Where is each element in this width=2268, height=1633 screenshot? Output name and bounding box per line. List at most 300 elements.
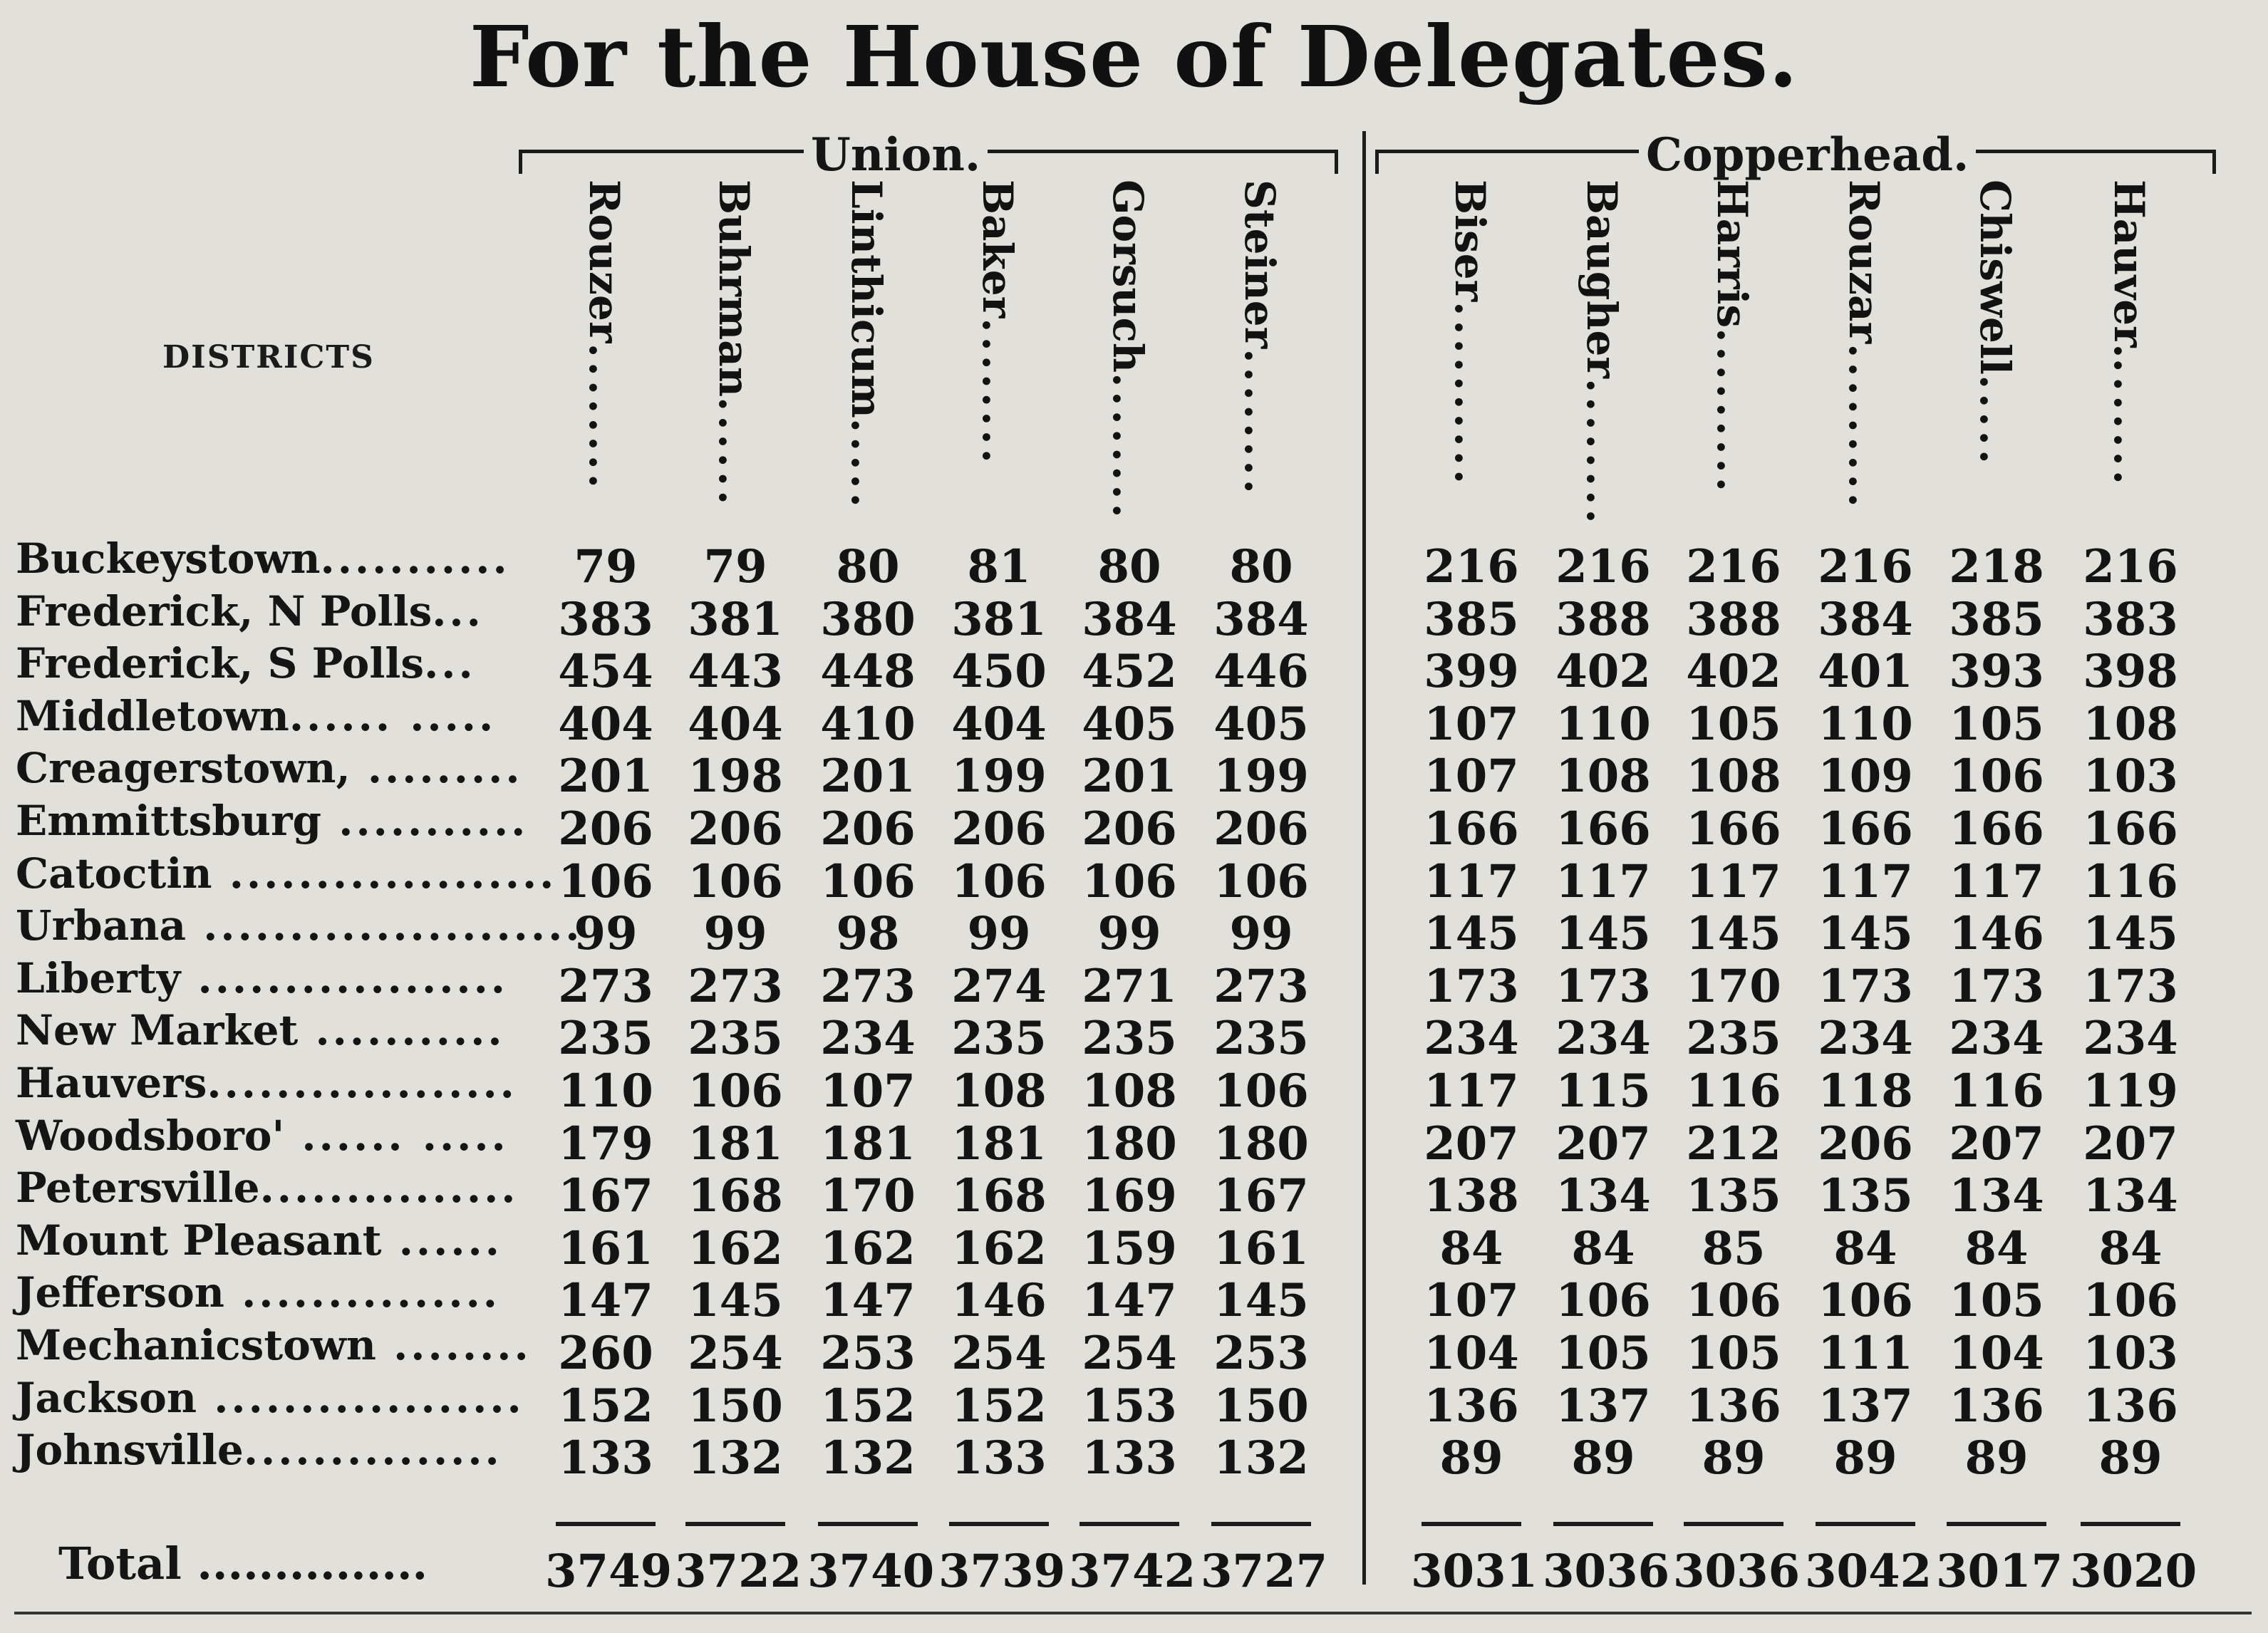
vote-cell: 161 — [1213, 1221, 1309, 1275]
vote-cell: 180 — [1082, 1116, 1177, 1171]
total-rule — [1684, 1522, 1783, 1526]
vote-cell: 454 — [558, 645, 653, 699]
total-cell: 3036 — [1543, 1545, 1670, 1598]
vote-cell: 385 — [1424, 592, 1519, 646]
total-cell: 3020 — [2070, 1545, 2197, 1598]
total-rule — [1553, 1522, 1653, 1526]
vote-cell: 206 — [951, 802, 1047, 856]
vote-cell: 201 — [1082, 750, 1177, 804]
total-cell: 3739 — [938, 1545, 1066, 1598]
vote-cell: 84 — [1439, 1221, 1503, 1275]
vote-cell: 384 — [1818, 592, 1913, 646]
vote-cell: 166 — [1686, 802, 1781, 856]
vote-cell: 253 — [1213, 1327, 1309, 1380]
vote-cell: 173 — [1949, 959, 2044, 1013]
vote-cell: 235 — [951, 1012, 1047, 1066]
candidate-header — [1971, 180, 2019, 564]
vote-cell: 383 — [558, 592, 653, 646]
district-name: Buckeystown........... — [16, 534, 510, 583]
copperhead-party-label: Copperhead. — [1639, 128, 1976, 182]
vote-cell: 152 — [820, 1379, 916, 1433]
vote-cell: 401 — [1818, 645, 1913, 699]
candidate-header — [1578, 180, 1626, 564]
candidate-name: Biser — [1446, 180, 1494, 302]
candidate-leader-dots: ......... — [1840, 343, 1888, 512]
total-cell: 3017 — [1936, 1545, 2064, 1598]
vote-cell: 404 — [558, 697, 653, 751]
vote-cell: 108 — [951, 1064, 1047, 1118]
total-cell: 3042 — [1805, 1545, 1932, 1598]
vote-cell: 166 — [2083, 802, 2178, 856]
vote-cell: 106 — [820, 854, 916, 908]
vote-cell: 106 — [951, 854, 1047, 908]
candidate-leader-dots: .......... — [1446, 301, 1494, 489]
vote-cell: 201 — [558, 750, 653, 804]
vote-cell: 166 — [1555, 802, 1651, 856]
vote-cell: 384 — [1082, 592, 1177, 646]
vote-cell: 133 — [951, 1431, 1047, 1486]
vote-cell: 199 — [951, 750, 1047, 804]
vote-cell: 179 — [558, 1116, 653, 1171]
vote-cell: 206 — [1213, 802, 1309, 856]
vote-cell: 234 — [2083, 1012, 2178, 1066]
vote-cell: 152 — [951, 1379, 1047, 1433]
vote-cell: 117 — [1818, 854, 1913, 908]
vote-cell: 446 — [1213, 645, 1309, 699]
vote-cell: 385 — [1949, 592, 2044, 646]
total-rule — [1422, 1522, 1521, 1526]
vote-cell: 106 — [1213, 854, 1309, 908]
vote-cell: 134 — [1555, 1169, 1651, 1223]
vote-cell: 106 — [688, 854, 783, 908]
vote-cell: 206 — [1818, 1116, 1913, 1171]
vote-cell: 384 — [1213, 592, 1309, 646]
vote-cell: 153 — [1082, 1379, 1177, 1433]
vote-cell: 173 — [1818, 959, 1913, 1013]
vote-cell: 110 — [1555, 697, 1651, 751]
vote-cell: 137 — [1555, 1379, 1651, 1433]
total-rule — [1947, 1522, 2046, 1526]
vote-cell: 119 — [2083, 1064, 2178, 1118]
vote-cell: 105 — [1949, 697, 2044, 751]
vote-cell: 84 — [1571, 1221, 1635, 1275]
vote-cell: 198 — [688, 750, 783, 804]
vote-cell: 99 — [703, 907, 767, 961]
vote-cell: 405 — [1082, 697, 1177, 751]
total-rule — [2081, 1522, 2180, 1526]
vote-cell: 118 — [1818, 1064, 1913, 1118]
vote-cell: 254 — [688, 1327, 783, 1380]
candidate-name: Gorsuch — [1104, 180, 1152, 373]
vote-cell: 180 — [1213, 1116, 1309, 1171]
vote-cell: 108 — [1555, 750, 1651, 804]
vote-cell: 207 — [1949, 1116, 2044, 1171]
vote-cell: 99 — [1097, 907, 1161, 961]
vote-cell: 117 — [1424, 854, 1519, 908]
vote-cell: 105 — [1686, 1327, 1781, 1380]
vote-cell: 145 — [1686, 907, 1781, 961]
district-name: Mechanicstown ........ — [16, 1321, 532, 1369]
district-name: Woodsboro' ...... ..... — [16, 1111, 509, 1160]
party-separator — [1362, 131, 1366, 1585]
candidate-header — [1236, 180, 1284, 564]
vote-cell: 405 — [1213, 697, 1309, 751]
vote-cell: 271 — [1082, 959, 1177, 1013]
district-name: Catoctin ................... — [16, 849, 557, 898]
vote-cell: 199 — [1213, 750, 1309, 804]
vote-cell: 135 — [1686, 1169, 1781, 1223]
vote-cell: 80 — [836, 540, 900, 593]
vote-cell: 207 — [1424, 1116, 1519, 1171]
vote-cell: 216 — [1555, 540, 1651, 593]
copperhead-brace — [1375, 128, 2216, 182]
candidate-name: Hauver. — [2105, 180, 2153, 358]
candidate-name: Harris — [1708, 180, 1756, 328]
vote-cell: 105 — [1949, 1274, 2044, 1328]
vote-cell: 106 — [2083, 1274, 2178, 1328]
candidate-name: Baker — [973, 180, 1022, 318]
union-brace — [519, 128, 1338, 182]
vote-cell: 108 — [2083, 697, 2178, 751]
vote-cell: 168 — [951, 1169, 1047, 1223]
vote-cell: 106 — [1555, 1274, 1651, 1328]
district-name: Liberty .................. — [16, 953, 508, 1002]
vote-cell: 117 — [1949, 854, 2044, 908]
vote-cell: 81 — [967, 540, 1031, 593]
vote-cell: 161 — [558, 1221, 653, 1275]
vote-cell: 134 — [2083, 1169, 2178, 1223]
vote-cell: 181 — [951, 1116, 1047, 1171]
vote-cell: 132 — [1213, 1431, 1309, 1486]
candidate-header — [580, 180, 628, 564]
vote-cell: 89 — [1833, 1431, 1897, 1486]
total-cell: 3722 — [675, 1545, 802, 1598]
vote-cell: 111 — [1818, 1327, 1913, 1380]
vote-cell: 116 — [1949, 1064, 2044, 1118]
district-name: Jackson .................. — [16, 1373, 524, 1422]
district-name: New Market ........... — [16, 1006, 505, 1055]
total-label: Total ............... — [58, 1538, 428, 1590]
vote-cell: 106 — [688, 1064, 783, 1118]
bottom-rule — [14, 1612, 2252, 1614]
vote-cell: 110 — [1818, 697, 1913, 751]
page-title: For the House of Delegates. — [469, 7, 1799, 106]
vote-cell: 107 — [1424, 697, 1519, 751]
vote-cell: 234 — [820, 1012, 916, 1066]
vote-cell: 388 — [1555, 592, 1651, 646]
vote-cell: 145 — [1213, 1274, 1309, 1328]
vote-cell: 152 — [558, 1379, 653, 1433]
vote-cell: 80 — [1097, 540, 1161, 593]
vote-cell: 104 — [1424, 1327, 1519, 1380]
candidate-header — [1104, 180, 1152, 564]
vote-cell: 85 — [1702, 1221, 1766, 1275]
vote-cell: 145 — [2083, 907, 2178, 961]
total-cell: 3036 — [1673, 1545, 1801, 1598]
vote-cell: 147 — [558, 1274, 653, 1328]
district-name: Frederick, S Polls... — [16, 639, 476, 688]
vote-cell: 104 — [1949, 1327, 2044, 1380]
vote-cell: 162 — [951, 1221, 1047, 1275]
vote-cell: 146 — [951, 1274, 1047, 1328]
vote-cell: 167 — [1213, 1169, 1309, 1223]
vote-cell: 150 — [688, 1379, 783, 1433]
vote-cell: 206 — [688, 802, 783, 856]
vote-cell: 103 — [2083, 750, 2178, 804]
total-cell: 3749 — [545, 1545, 673, 1598]
total-rule — [1211, 1522, 1311, 1526]
vote-cell: 99 — [574, 907, 638, 961]
vote-cell: 107 — [820, 1064, 916, 1118]
vote-cell: 452 — [1082, 645, 1177, 699]
vote-cell: 443 — [688, 645, 783, 699]
vote-cell: 116 — [2083, 854, 2178, 908]
candidate-leader-dots: ........ — [1236, 348, 1284, 498]
candidate-name: Baugher — [1578, 180, 1626, 378]
candidate-header — [1840, 180, 1888, 564]
vote-cell: 136 — [2083, 1379, 2178, 1433]
candidate-header — [842, 180, 891, 564]
vote-cell: 135 — [1818, 1169, 1913, 1223]
candidate-leader-dots: ...... — [710, 397, 758, 509]
vote-cell: 117 — [1424, 1064, 1519, 1118]
total-rule — [1079, 1522, 1179, 1526]
district-name: Jefferson ............... — [16, 1268, 500, 1317]
vote-cell: 162 — [688, 1221, 783, 1275]
vote-cell: 216 — [1686, 540, 1781, 593]
district-name: Frederick, N Polls... — [16, 586, 484, 636]
vote-cell: 218 — [1949, 540, 2044, 593]
vote-cell: 108 — [1686, 750, 1781, 804]
vote-cell: 166 — [1949, 802, 2044, 856]
vote-cell: 207 — [2083, 1116, 2178, 1171]
vote-cell: 99 — [967, 907, 1031, 961]
vote-cell: 89 — [2098, 1431, 2163, 1486]
vote-cell: 206 — [820, 802, 916, 856]
vote-cell: 206 — [558, 802, 653, 856]
vote-cell: 84 — [1833, 1221, 1897, 1275]
vote-cell: 106 — [1082, 854, 1177, 908]
vote-cell: 132 — [820, 1431, 916, 1486]
vote-cell: 89 — [1702, 1431, 1766, 1486]
vote-cell: 168 — [688, 1169, 783, 1223]
vote-cell: 381 — [688, 592, 783, 646]
vote-cell: 173 — [1555, 959, 1651, 1013]
vote-cell: 147 — [820, 1274, 916, 1328]
candidate-name: Steiner — [1236, 180, 1284, 349]
vote-cell: 167 — [558, 1169, 653, 1223]
candidate-name: Rouzar — [1840, 180, 1888, 344]
vote-cell: 105 — [1555, 1327, 1651, 1380]
vote-cell: 207 — [1555, 1116, 1651, 1171]
vote-cell: 448 — [820, 645, 916, 699]
vote-cell: 107 — [1424, 1274, 1519, 1328]
vote-cell: 234 — [1424, 1012, 1519, 1066]
vote-cell: 159 — [1082, 1221, 1177, 1275]
vote-cell: 133 — [558, 1431, 653, 1486]
candidate-leader-dots: ......... — [1708, 328, 1756, 496]
candidate-leader-dots: ........ — [1104, 373, 1152, 522]
vote-cell: 106 — [1818, 1274, 1913, 1328]
vote-cell: 273 — [558, 959, 653, 1013]
vote-cell: 89 — [1439, 1431, 1503, 1486]
district-name: Petersville............... — [16, 1163, 519, 1213]
candidate-name: Linthicum — [842, 180, 891, 418]
vote-cell: 181 — [820, 1116, 916, 1171]
vote-cell: 254 — [951, 1327, 1047, 1380]
vote-cell: 173 — [1424, 959, 1519, 1013]
vote-cell: 402 — [1555, 645, 1651, 699]
candidate-leader-dots: ..... — [1971, 374, 2019, 468]
vote-cell: 103 — [2083, 1327, 2178, 1380]
vote-cell: 216 — [1424, 540, 1519, 593]
vote-cell: 109 — [1818, 750, 1913, 804]
vote-cell: 145 — [688, 1274, 783, 1328]
vote-cell: 106 — [1686, 1274, 1781, 1328]
vote-cell: 274 — [951, 959, 1047, 1013]
total-cell: 3740 — [807, 1545, 935, 1598]
total-rule — [556, 1522, 656, 1526]
candidate-header — [710, 180, 758, 564]
candidate-header — [1446, 180, 1494, 564]
vote-cell: 234 — [1949, 1012, 2044, 1066]
district-name: Urbana ...................... — [16, 901, 583, 950]
vote-cell: 80 — [1229, 540, 1293, 593]
vote-cell: 99 — [1229, 907, 1293, 961]
candidate-name: Buhrman — [710, 180, 758, 398]
district-name: Johnsville............... — [16, 1426, 502, 1475]
vote-cell: 145 — [1818, 907, 1913, 961]
districts-header: DISTRICTS — [162, 339, 375, 375]
vote-cell: 98 — [836, 907, 900, 961]
vote-cell: 166 — [1424, 802, 1519, 856]
vote-cell: 254 — [1082, 1327, 1177, 1380]
vote-cell: 84 — [1964, 1221, 2029, 1275]
vote-cell: 216 — [2083, 540, 2178, 593]
vote-cell: 79 — [574, 540, 638, 593]
vote-cell: 136 — [1949, 1379, 2044, 1433]
vote-cell: 399 — [1424, 645, 1519, 699]
vote-cell: 234 — [1555, 1012, 1651, 1066]
district-name: Creagerstown, ......... — [16, 744, 523, 793]
vote-cell: 216 — [1818, 540, 1913, 593]
vote-cell: 162 — [820, 1221, 916, 1275]
district-name: Hauvers.................. — [16, 1059, 517, 1107]
total-cell: 3742 — [1069, 1545, 1196, 1598]
vote-cell: 147 — [1082, 1274, 1177, 1328]
vote-cell: 116 — [1686, 1064, 1781, 1118]
vote-cell: 402 — [1686, 645, 1781, 699]
vote-cell: 450 — [951, 645, 1047, 699]
candidate-leader-dots: ....... — [2105, 358, 2153, 489]
vote-cell: 235 — [1213, 1012, 1309, 1066]
vote-cell: 234 — [1818, 1012, 1913, 1066]
vote-cell: 145 — [1555, 907, 1651, 961]
total-rule — [1816, 1522, 1915, 1526]
vote-cell: 134 — [1949, 1169, 2044, 1223]
vote-cell: 253 — [820, 1327, 916, 1380]
vote-cell: 173 — [2083, 959, 2178, 1013]
vote-cell: 410 — [820, 697, 916, 751]
candidate-leader-dots: ........ — [580, 343, 628, 492]
vote-cell: 393 — [1949, 645, 2044, 699]
vote-cell: 115 — [1555, 1064, 1651, 1118]
vote-cell: 404 — [951, 697, 1047, 751]
vote-cell: 235 — [1082, 1012, 1177, 1066]
vote-cell: 273 — [1213, 959, 1309, 1013]
total-cell: 3031 — [1411, 1545, 1538, 1598]
vote-cell: 150 — [1213, 1379, 1309, 1433]
vote-cell: 117 — [1555, 854, 1651, 908]
vote-cell: 105 — [1686, 697, 1781, 751]
total-rule — [949, 1522, 1049, 1526]
vote-cell: 260 — [558, 1327, 653, 1380]
candidate-leader-dots: ........ — [1578, 378, 1626, 528]
vote-cell: 381 — [951, 592, 1047, 646]
vote-cell: 89 — [1964, 1431, 2029, 1486]
vote-cell: 383 — [2083, 592, 2178, 646]
vote-cell: 398 — [2083, 645, 2178, 699]
vote-cell: 170 — [820, 1169, 916, 1223]
vote-cell: 89 — [1571, 1431, 1635, 1486]
vote-cell: 201 — [820, 750, 916, 804]
district-name: Emmittsburg ........... — [16, 797, 529, 845]
candidate-header — [2105, 180, 2153, 564]
vote-cell: 206 — [1082, 802, 1177, 856]
vote-cell: 84 — [2098, 1221, 2163, 1275]
vote-cell: 380 — [820, 592, 916, 646]
candidate-leader-dots: ..... — [842, 418, 891, 512]
vote-cell: 146 — [1949, 907, 2044, 961]
vote-cell: 273 — [820, 959, 916, 1013]
vote-cell: 132 — [688, 1431, 783, 1486]
vote-cell: 166 — [1818, 802, 1913, 856]
vote-cell: 212 — [1686, 1116, 1781, 1171]
candidate-name: Rouzer — [580, 180, 628, 343]
vote-cell: 136 — [1424, 1379, 1519, 1433]
candidate-header — [973, 180, 1022, 564]
vote-cell: 235 — [1686, 1012, 1781, 1066]
vote-cell: 137 — [1818, 1379, 1913, 1433]
vote-cell: 108 — [1082, 1064, 1177, 1118]
vote-cell: 106 — [558, 854, 653, 908]
vote-cell: 79 — [703, 540, 767, 593]
vote-cell: 133 — [1082, 1431, 1177, 1486]
vote-cell: 235 — [558, 1012, 653, 1066]
vote-cell: 106 — [1213, 1064, 1309, 1118]
total-rule — [818, 1522, 918, 1526]
vote-cell: 404 — [688, 697, 783, 751]
vote-cell: 235 — [688, 1012, 783, 1066]
vote-cell: 388 — [1686, 592, 1781, 646]
district-name: Middletown...... ..... — [16, 691, 497, 740]
vote-cell: 169 — [1082, 1169, 1177, 1223]
vote-cell: 138 — [1424, 1169, 1519, 1223]
candidate-name: Chiswell — [1971, 180, 2019, 375]
union-party-label: Union. — [804, 128, 988, 182]
vote-cell: 136 — [1686, 1379, 1781, 1433]
vote-cell: 170 — [1686, 959, 1781, 1013]
vote-cell: 107 — [1424, 750, 1519, 804]
vote-cell: 117 — [1686, 854, 1781, 908]
candidate-leader-dots: ........ — [973, 318, 1022, 467]
vote-cell: 106 — [1949, 750, 2044, 804]
district-name: Mount Pleasant ...... — [16, 1215, 502, 1265]
vote-cell: 181 — [688, 1116, 783, 1171]
total-cell: 3727 — [1201, 1545, 1328, 1598]
candidate-header — [1708, 180, 1756, 564]
vote-cell: 110 — [558, 1064, 653, 1118]
